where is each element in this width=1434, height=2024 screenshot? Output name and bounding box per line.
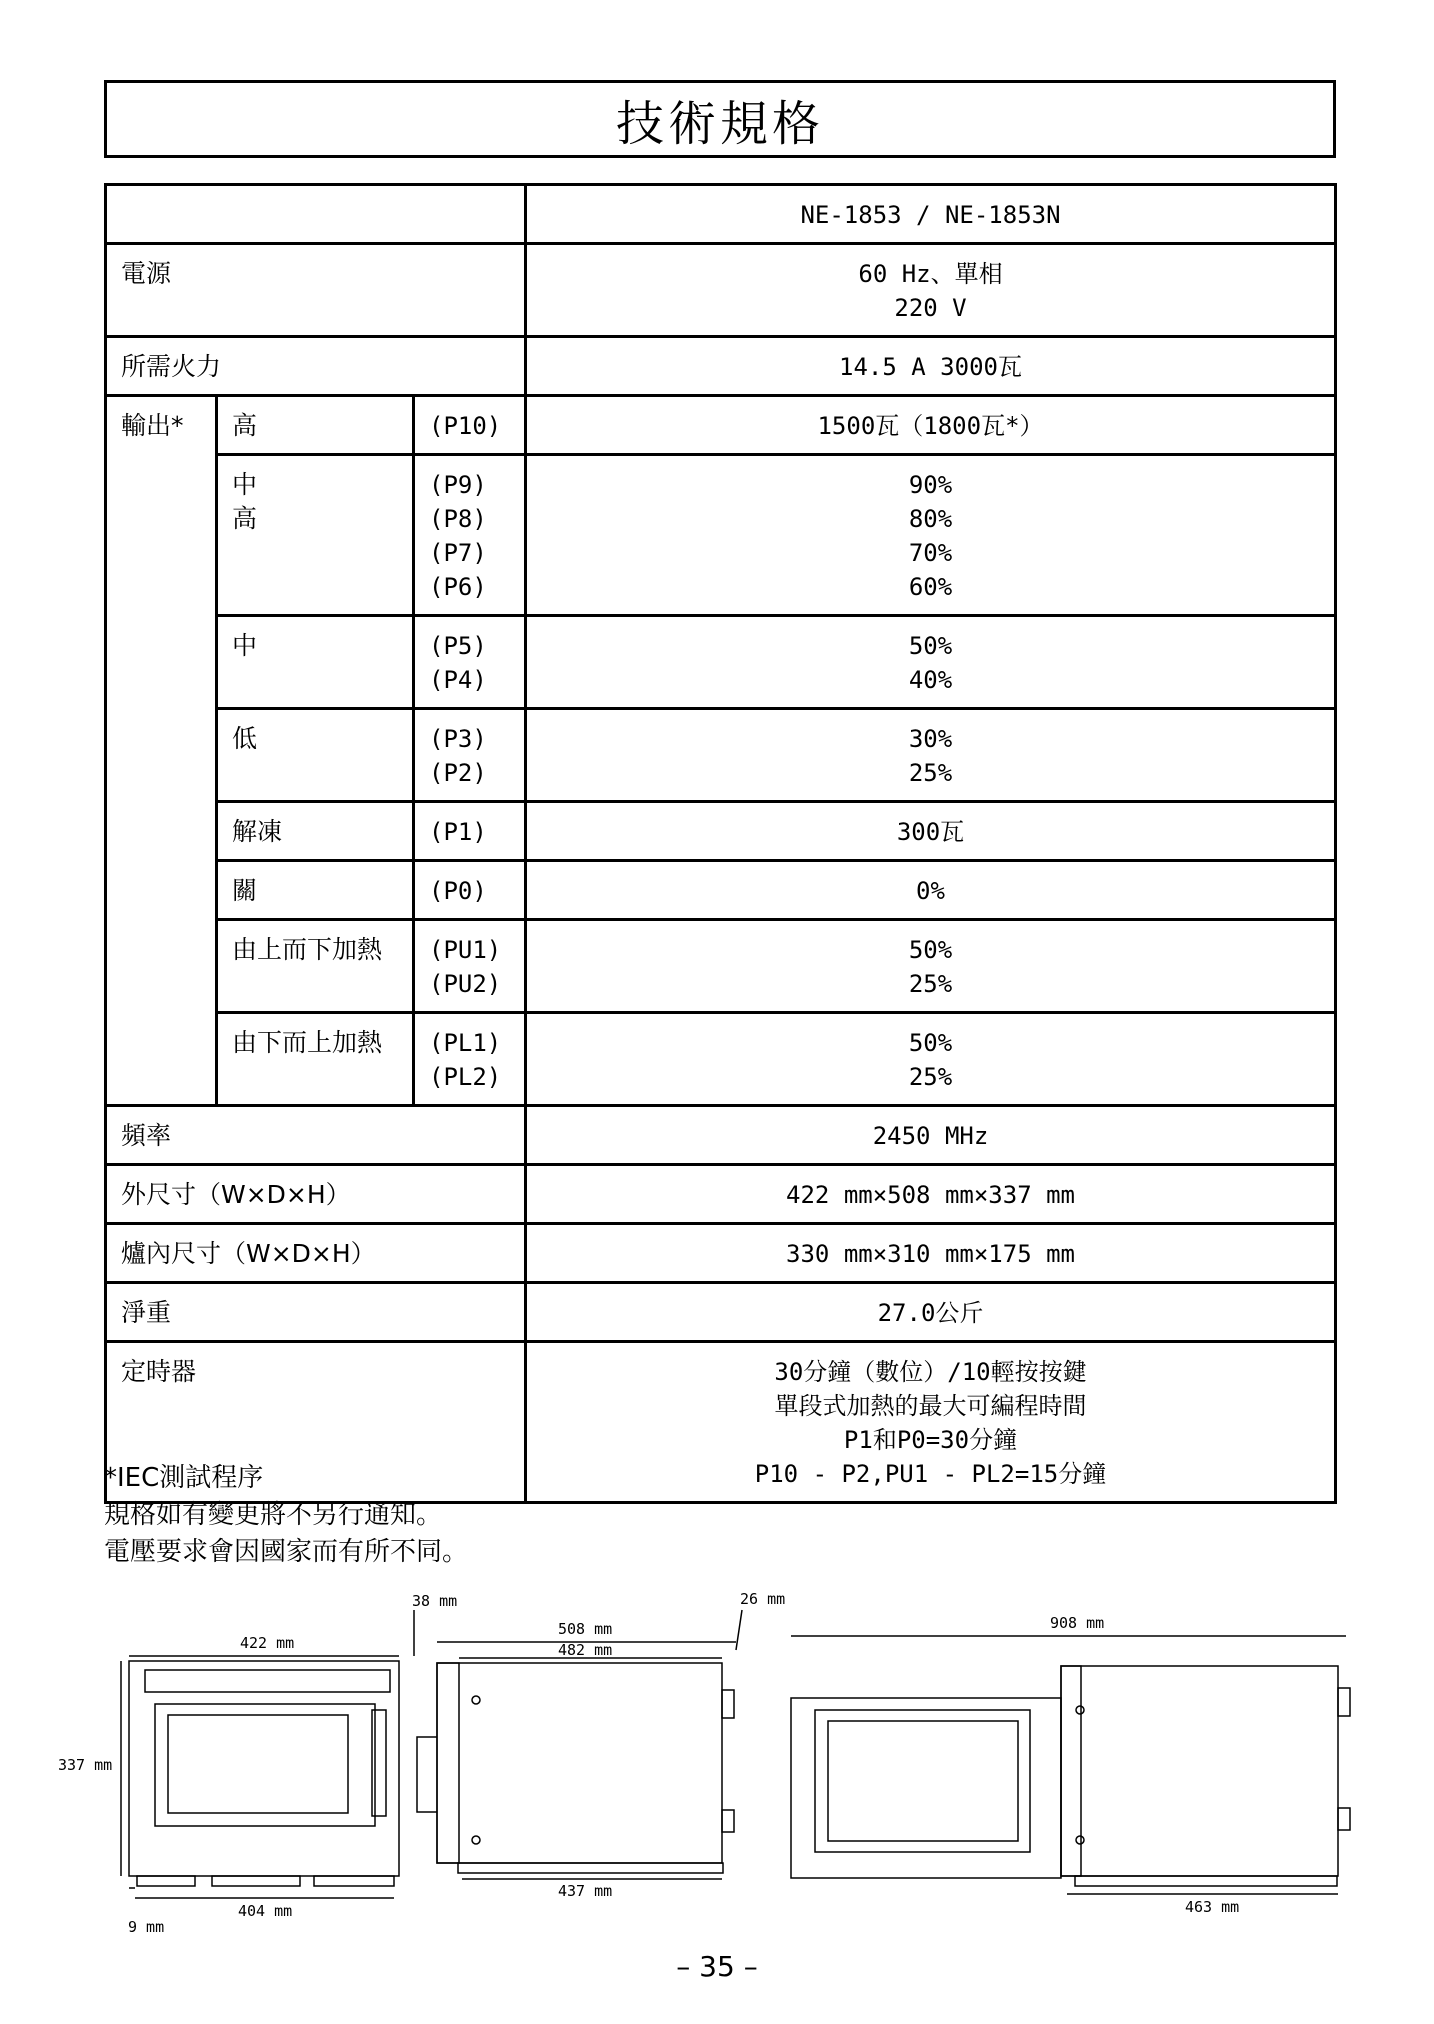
level-code: (P5) xyxy=(429,632,487,660)
power-source-value: 220 V xyxy=(894,294,967,322)
level-code: (P10) xyxy=(429,412,502,440)
power-req-label: 所需火力 xyxy=(106,337,526,396)
level-code: (P1) xyxy=(429,818,487,846)
level-value: 50% xyxy=(908,632,953,660)
footnote: 規格如有變更將不另行通知。 xyxy=(104,1500,443,1530)
level-value: 300瓦 xyxy=(896,818,965,846)
level-value: 60% xyxy=(908,573,953,601)
level-value: 70% xyxy=(908,539,953,567)
dim-open-depth: 908 mm xyxy=(1050,1614,1105,1632)
output-row xyxy=(106,616,1336,709)
dim-front-base: 404 mm xyxy=(238,1902,293,1920)
page-title: 技術規格 xyxy=(104,80,1336,158)
side-handle xyxy=(417,1737,437,1812)
output-row xyxy=(106,1013,1336,1106)
level-code: (PU2) xyxy=(429,970,502,998)
level-value: 0% xyxy=(916,877,945,905)
level-value: 50% xyxy=(908,936,953,964)
level-code: (P9) xyxy=(429,471,487,499)
outer-dims-label: 外尺寸（W×D×H） xyxy=(106,1165,526,1224)
level-value: 1500瓦（1800瓦*） xyxy=(817,412,1044,440)
power-req-row xyxy=(106,337,1336,396)
level-value: 25% xyxy=(908,759,953,787)
output-row xyxy=(106,455,1336,616)
level-value: 80% xyxy=(908,505,953,533)
open-door-window xyxy=(828,1721,1018,1841)
level-value: 25% xyxy=(908,970,953,998)
timer-value: 單段式加熱的最大可編程時間 xyxy=(774,1392,1087,1420)
output-row xyxy=(106,802,1336,861)
dim-side-inner: 482 mm xyxy=(558,1641,613,1659)
timer-value: 30分鐘（數位）/10輕按按鍵 xyxy=(774,1358,1087,1386)
level-code: (P2) xyxy=(429,759,487,787)
dim-side-base: 437 mm xyxy=(558,1882,613,1900)
frequency-label: 頻率 xyxy=(106,1106,526,1165)
front-foot xyxy=(137,1876,195,1886)
level-value: 30% xyxy=(908,725,953,753)
output-row xyxy=(106,396,1336,455)
front-foot xyxy=(314,1876,394,1886)
level-code: (P0) xyxy=(429,877,487,905)
spec-table xyxy=(104,183,1337,1504)
control-panel xyxy=(145,1670,390,1692)
footnote: 電壓要求會因國家而有所不同。 xyxy=(104,1537,469,1567)
level-label: 高 xyxy=(232,504,258,533)
level-code: (PL2) xyxy=(429,1063,502,1091)
level-value: 90% xyxy=(908,471,953,499)
level-code: (P6) xyxy=(429,573,487,601)
side-door xyxy=(437,1663,459,1863)
dim-front-height: 337 mm xyxy=(58,1756,113,1774)
side-rear-plug xyxy=(722,1690,734,1718)
cavity-dims-value: 330 mm×310 mm×175 mm xyxy=(526,1224,1336,1283)
outer-dims-value: 422 mm×508 mm×337 mm xyxy=(526,1165,1336,1224)
cavity-dims-label: 爐內尺寸（W×D×H） xyxy=(106,1224,526,1283)
open-rear-plug xyxy=(1338,1688,1350,1716)
dim-open-base: 463 mm xyxy=(1185,1898,1240,1916)
frequency-value: 2450 MHz xyxy=(526,1106,1336,1165)
footnote: *IEC測試程序 xyxy=(104,1463,264,1493)
open-base xyxy=(1075,1876,1337,1886)
front-foot xyxy=(212,1876,300,1886)
door-window xyxy=(168,1715,348,1813)
timer-value: P1和P0=30分鐘 xyxy=(843,1426,1018,1454)
power-source-row xyxy=(106,244,1336,337)
page-number: – 35 – xyxy=(676,1950,758,1983)
power-req-value: 14.5 A 3000瓦 xyxy=(526,337,1336,396)
level-label: 低 xyxy=(232,724,258,753)
level-label: 關 xyxy=(232,876,258,905)
level-value: 25% xyxy=(908,1063,953,1091)
level-label: 中 xyxy=(232,470,258,499)
door-window-frame xyxy=(155,1704,375,1826)
cavity-dims-row xyxy=(106,1224,1336,1283)
timer-label: 定時器 xyxy=(106,1342,526,1503)
level-code: (PU1) xyxy=(429,936,502,964)
open-door-window-frame xyxy=(815,1710,1030,1852)
level-label: 由下而上加熱 xyxy=(232,1028,383,1057)
side-rear-plug xyxy=(722,1810,734,1832)
level-label: 由上而下加熱 xyxy=(232,935,383,964)
dim-front-width: 422 mm xyxy=(240,1634,295,1652)
level-code: (PL1) xyxy=(429,1029,502,1057)
level-value: 40% xyxy=(908,666,953,694)
level-label: 高 xyxy=(232,411,258,440)
model-name: NE-1853 / NE-1853N xyxy=(526,185,1336,244)
dim-side-depth: 508 mm xyxy=(558,1620,613,1638)
output-row xyxy=(106,709,1336,802)
open-rear-plug xyxy=(1338,1808,1350,1830)
open-door-outline xyxy=(791,1698,1061,1878)
level-code: (P7) xyxy=(429,539,487,567)
side-view-outline xyxy=(437,1663,722,1863)
dim-front-foot: 9 mm xyxy=(128,1918,165,1936)
level-label: 解凍 xyxy=(232,817,283,846)
level-code: (P8) xyxy=(429,505,487,533)
model-row xyxy=(106,185,1336,244)
output-row xyxy=(106,861,1336,920)
outer-dims-row xyxy=(106,1165,1336,1224)
frequency-row xyxy=(106,1106,1336,1165)
net-weight-value: 27.0公斤 xyxy=(526,1283,1336,1342)
front-view-outline xyxy=(129,1661,399,1876)
level-label: 中 xyxy=(232,631,258,660)
open-cavity-front xyxy=(1061,1666,1081,1876)
output-row xyxy=(106,920,1336,1013)
open-cavity-outline xyxy=(1061,1666,1338,1876)
output-label: 輸出* xyxy=(106,396,217,1106)
power-source-value: 60 Hz、單相 xyxy=(858,260,1003,288)
footnotes xyxy=(104,1460,468,1571)
power-source-label: 電源 xyxy=(106,244,526,337)
level-code: (P4) xyxy=(429,666,487,694)
level-code: (P3) xyxy=(429,725,487,753)
net-weight-label: 淨重 xyxy=(106,1283,526,1342)
net-weight-row xyxy=(106,1283,1336,1342)
dim-side-rear: 26 mm xyxy=(740,1590,786,1608)
dim-door-gap: 38 mm xyxy=(412,1592,458,1610)
side-base xyxy=(458,1863,723,1873)
door-handle xyxy=(372,1710,386,1816)
level-value: 50% xyxy=(908,1029,953,1057)
dimension-drawing xyxy=(0,1570,1434,1940)
timer-value: P10 - P2,PU1 - PL2=15分鐘 xyxy=(754,1460,1107,1488)
